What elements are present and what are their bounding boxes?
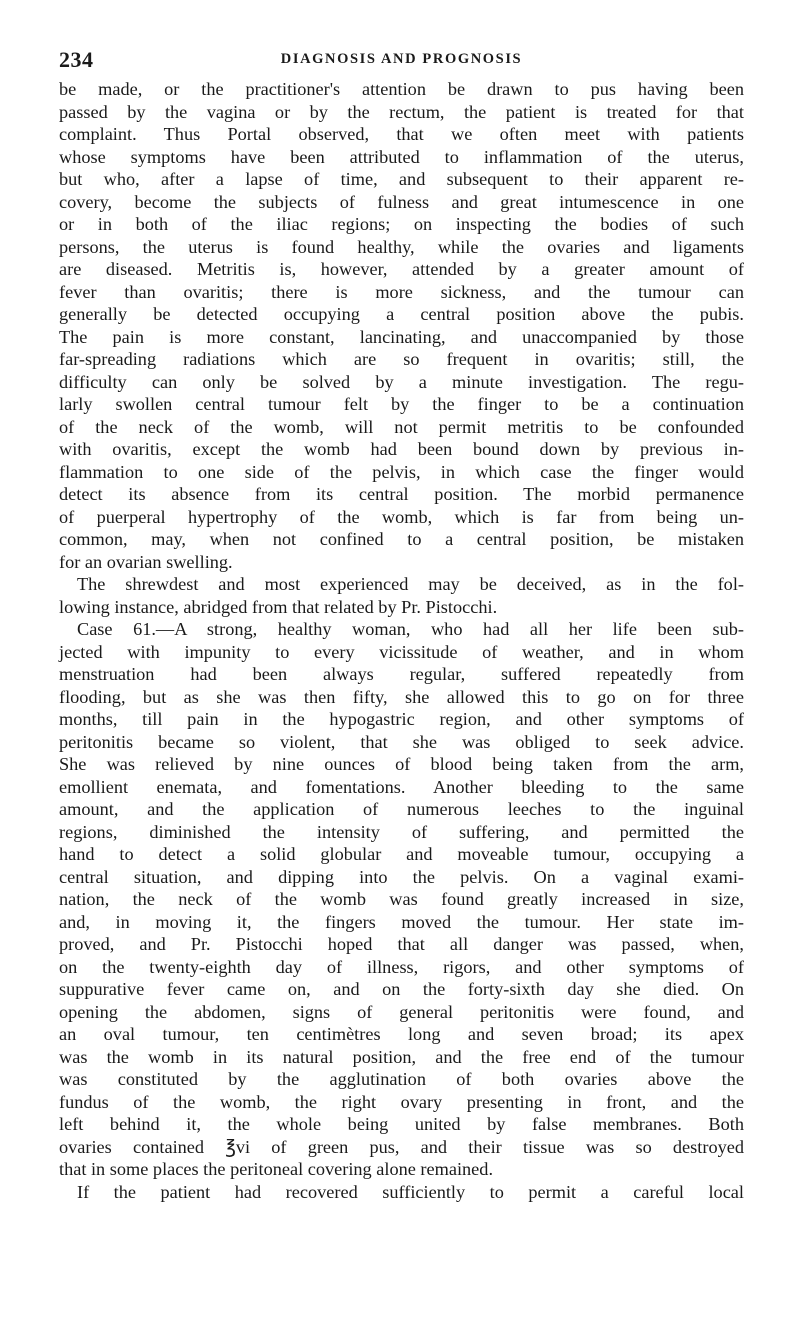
text-line: months, till pain in the hypogastric region, and other symptoms of [59,709,744,729]
text-line: and, in moving it, the fingers moved the tumour. Her state im- [59,911,744,932]
text-line: that in some places the peritoneal covering alone remained. [59,1159,494,1179]
text-line: If the patient had recovered sufficiently to permit a careful local [77,1181,744,1202]
body-text [59,78,744,1203]
text-line: flooding, but as she was then fifty, she allowed this to go on for three [59,686,744,707]
text-line: central situation, and dipping into the pelvis. On a vaginal exami- [59,866,744,887]
text-line: for an ovarian swelling. [59,551,233,572]
text-line: or in both of the iliac regions; on inspecting the bodies of such [59,214,744,234]
text-line: suppurative fever came on, and on the forty-sixth day she died. On [59,979,744,999]
text-line: with ovaritis, except the womb had been bound down by previous in- [59,439,744,459]
text-line: on the twenty-eighth day of illness, rigors, and other symptoms of [59,956,744,977]
text-line: left behind it, the whole being united by false membranes. Both [59,1114,744,1134]
text-line: larly swollen central tumour felt by the finger to be a continuation [59,394,744,414]
text-line: flammation to one side of the pelvis, in which case the finger would [59,461,744,482]
running-head: DIAGNOSIS AND PROGNOSIS [280,51,523,67]
text-line: Case 61.—A strong, healthy woman, who had all her life been sub- [77,619,744,639]
text-line: be made, or the practitioner's attention be drawn to pus having been [59,79,744,99]
text-line: menstruation had been always regular, suffered repeatedly from [59,664,744,684]
text-line: The shrewdest and most experienced may be deceived, as in the fol- [77,574,744,594]
text-line: complaint. Thus Portal observed, that we often meet with patients [59,124,744,144]
text-line: covery, become the subjects of fulness and great intumescence in one [59,191,744,212]
text-line: ovaries contained ℥vi of green pus, and their tissue was so destroyed [59,1136,744,1157]
text-line: nation, the neck of the womb was found greatly increased in size, [59,889,744,909]
text-line: passed by the vagina or by the rectum, the patient is treated for that [59,101,744,122]
text-line: proved, and Pr. Pistocchi hoped that all danger was passed, when, [59,934,744,954]
text-line: of the neck of the womb, will not permit metritis to be confounded [59,416,744,437]
text-line: but who, after a lapse of time, and subsequent to their apparent re- [59,169,744,189]
text-line: emollient enemata, and fomentations. Another bleeding to the same [59,776,744,797]
page-number: 234 [59,47,94,72]
text-line: opening the abdomen, signs of general peritonitis were found, and [59,1001,744,1022]
text-line: common, may, when not confined to a central position, be mistaken [59,529,744,549]
text-line: jected with impunity to every vicissitude of weather, and in whom [59,641,744,662]
text-line: difficulty can only be solved by a minute investigation. The regu- [59,371,744,392]
text-line: was the womb in its natural position, and the free end of the tumour [59,1046,744,1067]
text-line: persons, the uterus is found healthy, while the ovaries and ligaments [59,236,744,257]
text-line: She was relieved by nine ounces of blood being taken from the arm, [59,754,744,774]
text-line: generally be detected occupying a central position above the pubis. [59,304,744,324]
text-line: an oval tumour, ten centimètres long and seven broad; its apex [59,1024,744,1044]
text-line: hand to detect a solid globular and moveable tumour, occupying a [59,844,744,864]
text-line: whose symptoms have been attributed to inflammation of the uterus, [59,146,744,167]
text-line: The pain is more constant, lancinating, and unaccompanied by those [59,326,744,347]
text-line: was constituted by the agglutination of both ovaries above the [59,1069,744,1089]
page-header [59,47,744,71]
text-line: amount, and the application of numerous leeches to the inguinal [59,799,744,819]
text-line: detect its absence from its central position. The morbid permanence [59,484,744,504]
text-line: regions, diminished the intensity of suffering, and permitted the [59,821,744,842]
text-line: lowing instance, abridged from that related by Pr. Pistocchi. [59,596,498,617]
text-line: fever than ovaritis; there is more sickness, and the tumour can [59,281,744,302]
text-line: fundus of the womb, the right ovary presenting in front, and the [59,1091,744,1112]
text-line: far-spreading radiations which are so frequent in ovaritis; still, the [59,349,744,369]
text-line: are diseased. Metritis is, however, attended by a greater amount of [59,259,744,279]
text-line: of puerperal hypertrophy of the womb, which is far from being un- [59,506,744,527]
text-line: peritonitis became so violent, that she was obliged to seek advice. [59,731,744,752]
